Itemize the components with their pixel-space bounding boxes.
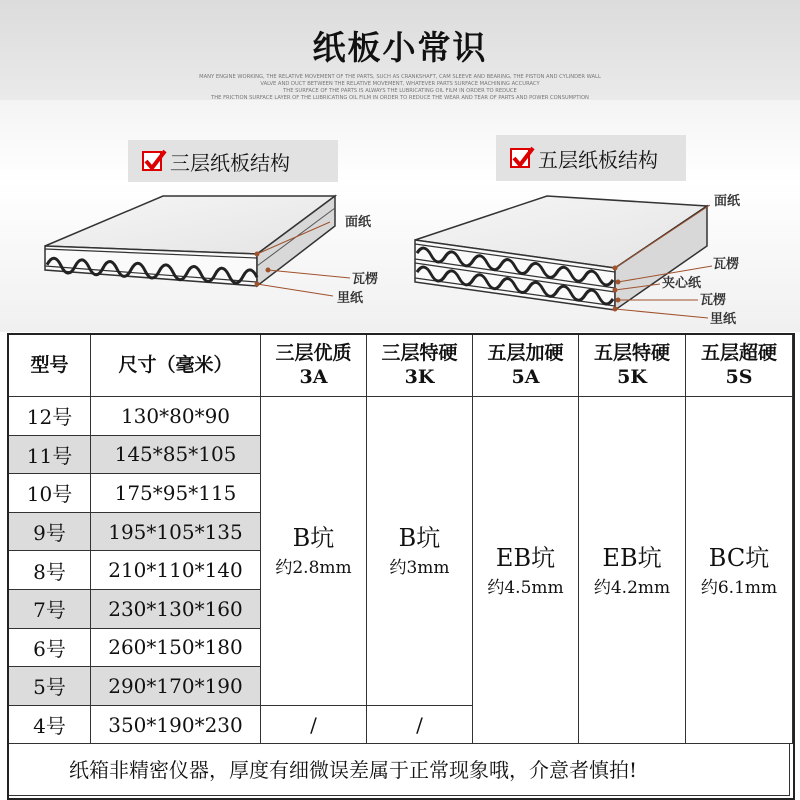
na-3k-cell: / [367, 705, 473, 744]
model-cell: 10号 [9, 474, 91, 513]
five-flute-top-label: 瓦楞 [713, 257, 740, 272]
three-flute-label: 瓦楞 [352, 272, 379, 287]
model-cell: 8号 [9, 551, 91, 590]
table-header-row [9, 334, 793, 397]
structure-diagrams [0, 0, 800, 332]
model-cell: 9号 [9, 512, 91, 551]
fine-print-line: THE SURFACE OF THE PARTS IS ALWAYS THE LUBRICATING OIL FILM IN ORDER TO REDUCE [283, 88, 517, 94]
three-face-label: 面纸 [345, 215, 372, 230]
five-layer-board [415, 196, 712, 318]
header-size: 尺寸（毫米） [91, 334, 261, 397]
page-title: 纸板小常识 [312, 28, 488, 67]
spec-5a-cell: EB坑 约4.5mm [473, 397, 579, 744]
three-liner-label: 里纸 [337, 291, 364, 306]
size-cell: 230*130*160 [91, 589, 261, 628]
model-cell: 5号 [9, 667, 91, 706]
five-liner-label: 里纸 [710, 312, 737, 327]
fine-print-line: VALVE AND DUCT BETWEEN THE RELATIVE MOVEMENT, WHATEVER PARTS SURFACE MACHINING ACCURACY [260, 81, 540, 87]
fine-print-line: THE FRICTION SURFACE LAYER OF THE LUBRICATING OIL FILM IN ORDER TO REDUCE THE WEAR AND TEAR OF PARTS AND POWER CONSUMPTION [211, 95, 589, 101]
model-cell: 11号 [9, 435, 91, 474]
fine-print-line: MANY ENGINE WORKING, THE RELATIVE MOVEMENT OF THE PARTS, SUCH AS CRANKSHAFT, CAM SLEEVE AND BEARING, THE PISTON AND CYLINDER WALL [199, 74, 601, 80]
size-cell: 290*170*190 [91, 667, 261, 706]
footer-note: 纸箱非精密仪器，厚度有细微误差属于正常现象哦，介意者慎拍! [8, 744, 790, 796]
size-cell: 210*110*140 [91, 551, 261, 590]
spec-3a-cell: B坑 约2.8mm [261, 397, 367, 706]
model-cell: 12号 [9, 397, 91, 436]
three-layer-board [45, 196, 350, 296]
size-cell: 130*80*90 [91, 397, 261, 436]
spec-3k-cell: B坑 约3mm [367, 397, 473, 706]
model-cell: 4号 [9, 705, 91, 744]
five-layer-title: 五层纸板结构 [538, 147, 658, 172]
header-model: 型号 [9, 334, 91, 397]
size-cell: 260*150*180 [91, 628, 261, 667]
spec-5s-cell: BC坑 约6.1mm [686, 397, 793, 744]
spec-table [8, 333, 793, 744]
five-face-label: 面纸 [714, 194, 741, 209]
header-3k: 三层特硬 3K [367, 334, 473, 397]
header-5k: 五层特硬 5K [579, 334, 686, 397]
size-cell: 145*85*105 [91, 435, 261, 474]
header-5a: 五层加硬 5A [473, 334, 579, 397]
spec-table-wrap [8, 333, 792, 796]
header-3a: 三层优质 3A [261, 334, 367, 397]
spec-5k-cell: EB坑 约4.2mm [579, 397, 686, 744]
size-cell: 195*105*135 [91, 512, 261, 551]
three-layer-title: 三层纸板结构 [170, 150, 290, 175]
size-cell: 350*190*230 [91, 705, 261, 744]
table-row [9, 397, 793, 436]
model-cell: 6号 [9, 628, 91, 667]
five-middle-label: 夹心纸 [662, 276, 702, 291]
na-3a-cell: / [261, 705, 367, 744]
five-flute-bottom-label: 瓦楞 [700, 293, 727, 308]
size-cell: 175*95*115 [91, 474, 261, 513]
model-cell: 7号 [9, 589, 91, 628]
header-5s: 五层超硬 5S [686, 334, 793, 397]
